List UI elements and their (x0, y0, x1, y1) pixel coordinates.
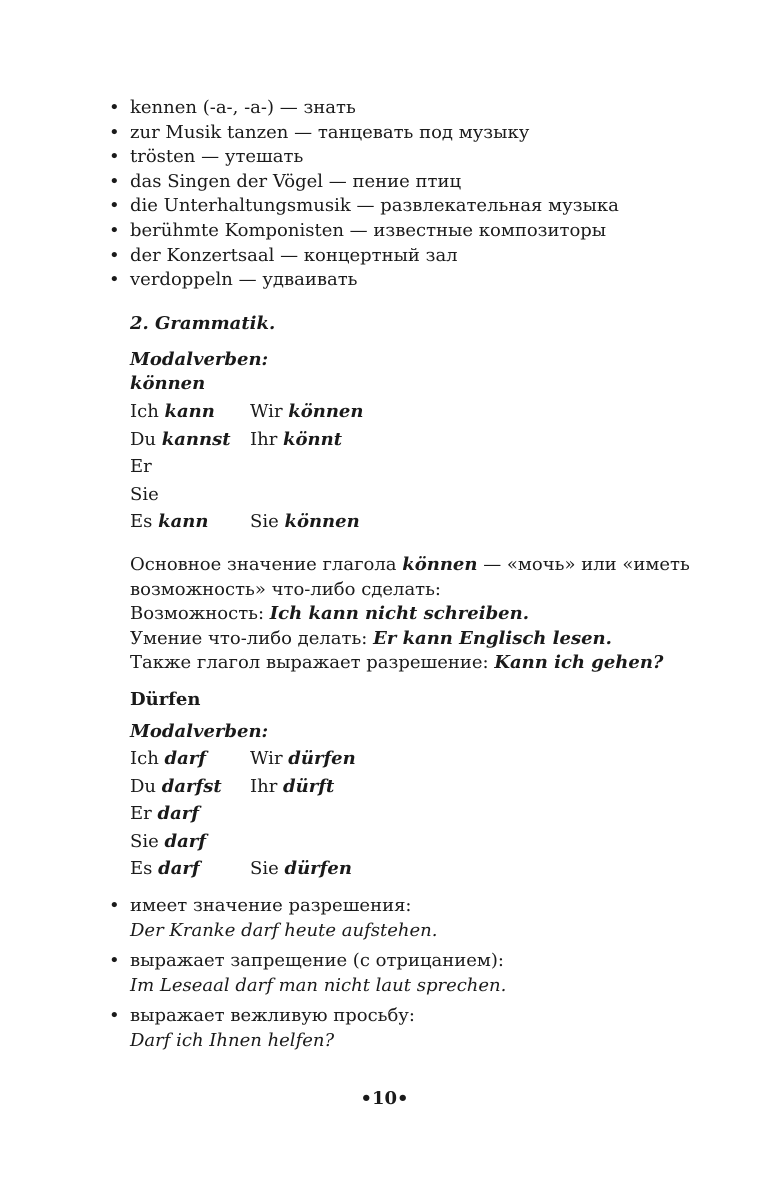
vocab-item: • berühmte Komponisten — известные композиторы (104, 219, 619, 244)
vocab-item: • der Konzertsaal — концертный зал (104, 244, 619, 269)
vocab-item: • trösten — утешать (104, 145, 619, 170)
vocab-item: • die Unterhaltungsmusik — развлекательная музыка (104, 194, 619, 219)
duerfen-label: Modalverben: (130, 721, 269, 742)
vocab-item: • das Singen der Vögel — пение птиц (104, 170, 619, 195)
vocabulary-list (104, 96, 619, 293)
section-heading: 2. Grammatik. (130, 313, 276, 334)
koennen-label: Modalverben: (130, 349, 269, 370)
koennen-verb: können (130, 373, 206, 394)
vocab-item: • kennen (-a-, -a-) — знать (104, 96, 619, 121)
usage-item: • выражает запрещение (с отрицанием): Im Leseaal darf man nicht laut sprechen. (104, 949, 506, 1004)
explanation-intro: Основное значение глагола können — «мочь» или «иметь возможность» что-либо сделать: (130, 554, 690, 600)
explanation-line: Умение что-либо делать: Er kann Englisch lesen. (130, 627, 612, 649)
duerfen-heading: Dürfen (130, 689, 201, 710)
conjugation-row: Es kann Sie können (130, 511, 360, 533)
usage-item: • имеет значение разрешения: Der Kranke darf heute aufstehen. (104, 894, 506, 949)
conjugation-row: Sie darf (130, 830, 206, 852)
conjugation-row: Es darf Sie dürfen (130, 858, 352, 880)
conjugation-row: Sie (130, 483, 159, 505)
conjugation-row: Du kannst Ihr könnt (130, 428, 343, 450)
duerfen-conjugation-table (130, 745, 356, 883)
usage-item: • выражает вежливую просьбу: Darf ich Ihnen helfen? (104, 1004, 506, 1059)
duerfen-usage-list (104, 894, 506, 1059)
page-number: •10• (360, 1088, 409, 1109)
vocab-item: • verdoppeln — удваивать (104, 268, 619, 293)
conjugation-row: Ich kann Wir können (130, 401, 364, 422)
conjugation-row: Er (130, 456, 152, 478)
conjugation-row: Ich darf Wir dürfen (130, 748, 356, 769)
explanation-line: Возможность: Ich kann nicht schreiben. (130, 603, 529, 624)
conjugation-row: Er darf (130, 803, 199, 825)
conjugation-row: Du darfst Ihr dürft (130, 775, 335, 797)
koennen-conjugation-table (130, 398, 364, 536)
explanation-line: Также глагол выражает разрешение: Kann ich gehen? (130, 652, 664, 673)
vocab-item: • zur Musik tanzen — танцевать под музыку (104, 121, 619, 146)
koennen-explanation (100, 553, 690, 676)
